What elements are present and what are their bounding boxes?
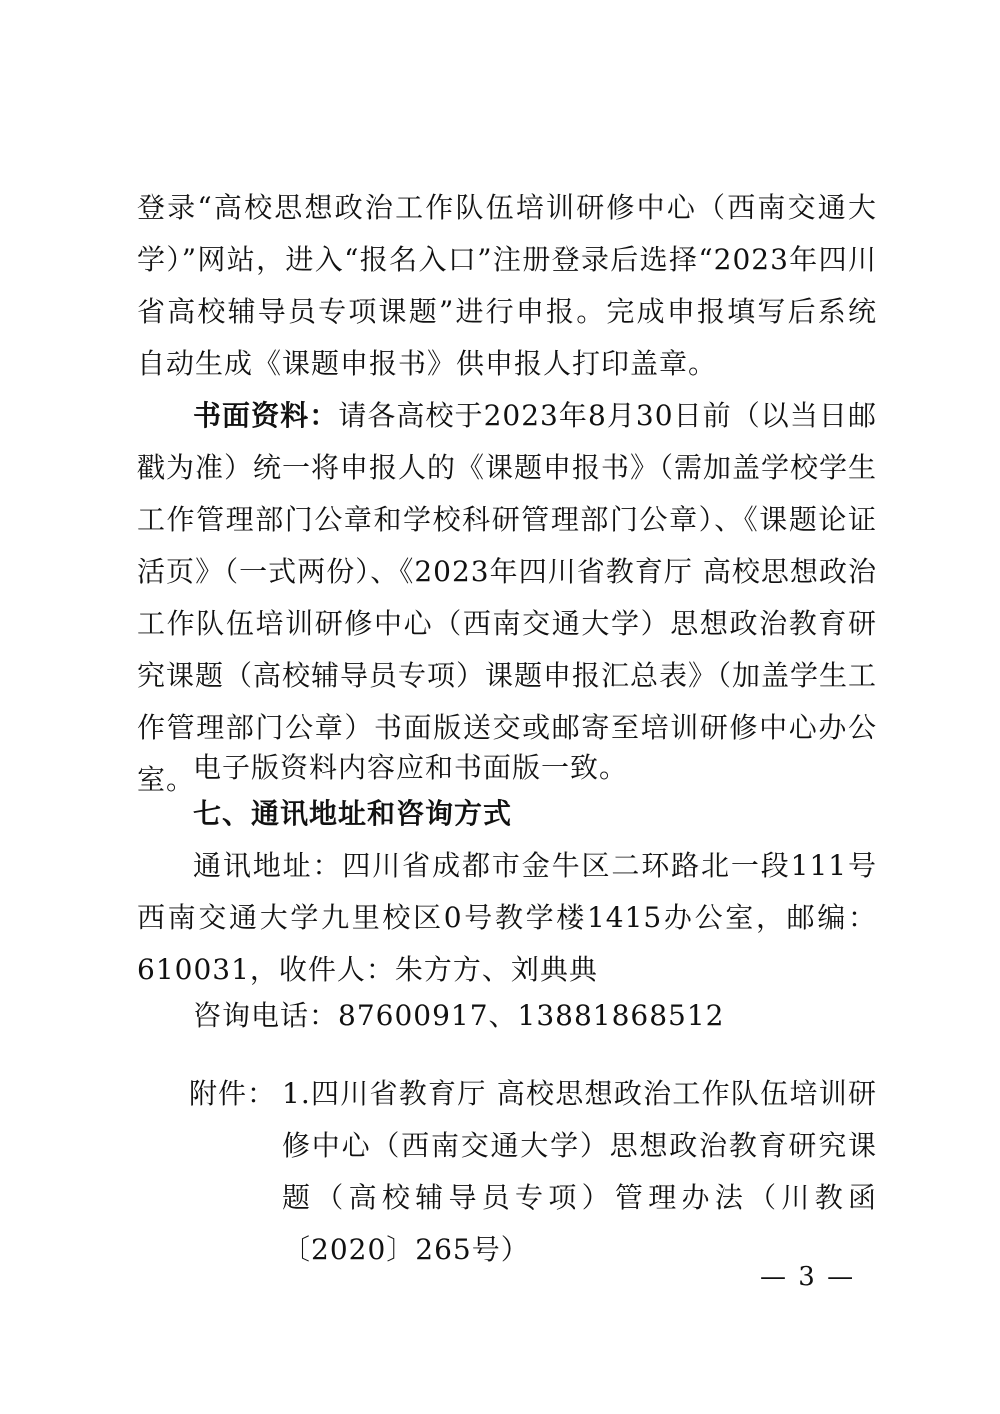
paragraph-electronic-note: 电子版资料内容应和书面版一致。 [193,751,629,784]
attachment-label: 附件： [189,1077,277,1110]
attachment-item-1: 1.四川省教育厅 高校思想政治工作队伍培训研修中心（西南交通大学）思想政治教育研究课题（高校辅导员专项）管理办法（川教函〔2020〕265号） [282,1077,877,1266]
paragraph-phone: 咨询电话：87600917、13881868512 [193,999,725,1032]
page-number: — 3 — [760,1262,856,1292]
written-materials-label: 书面资料： [193,399,339,432]
paragraph-registration-instructions: 登录“高校思想政治工作队伍培训研修中心（西南交通大学）”网站，进入“报名入口”注册登录后选择“2023年四川省高校辅导员专项课题”进行申报。完成申报填写后系统自动生成《课题申报书》供申报人打印盖章。 [137,191,877,380]
paragraph-mailing-address: 通讯地址：四川省成都市金牛区二环路北一段111号西南交通大学九里校区0号教学楼1415办公室，邮编：610031，收件人：朱方方、刘典典 [137,849,877,986]
written-materials-text: 请各高校于2023年8月30日前（以当日邮戳为准）统一将申报人的《课题申报书》（需加盖学校学生工作管理部门公章和学校科研管理部门公章）、《课题论证活页》（一式两份）、《2023年四川省教育厅 高校思想政治工作队伍培训研修中心（西南交通大学）思想政治教育研究课题（高校辅导员专项）课题申报汇总表》（加盖学生工作管理部门公章）书面版送交或邮寄至培训研修中心办公室。 [137,399,878,796]
section-heading-contact: 七、通讯地址和咨询方式 [193,797,513,830]
